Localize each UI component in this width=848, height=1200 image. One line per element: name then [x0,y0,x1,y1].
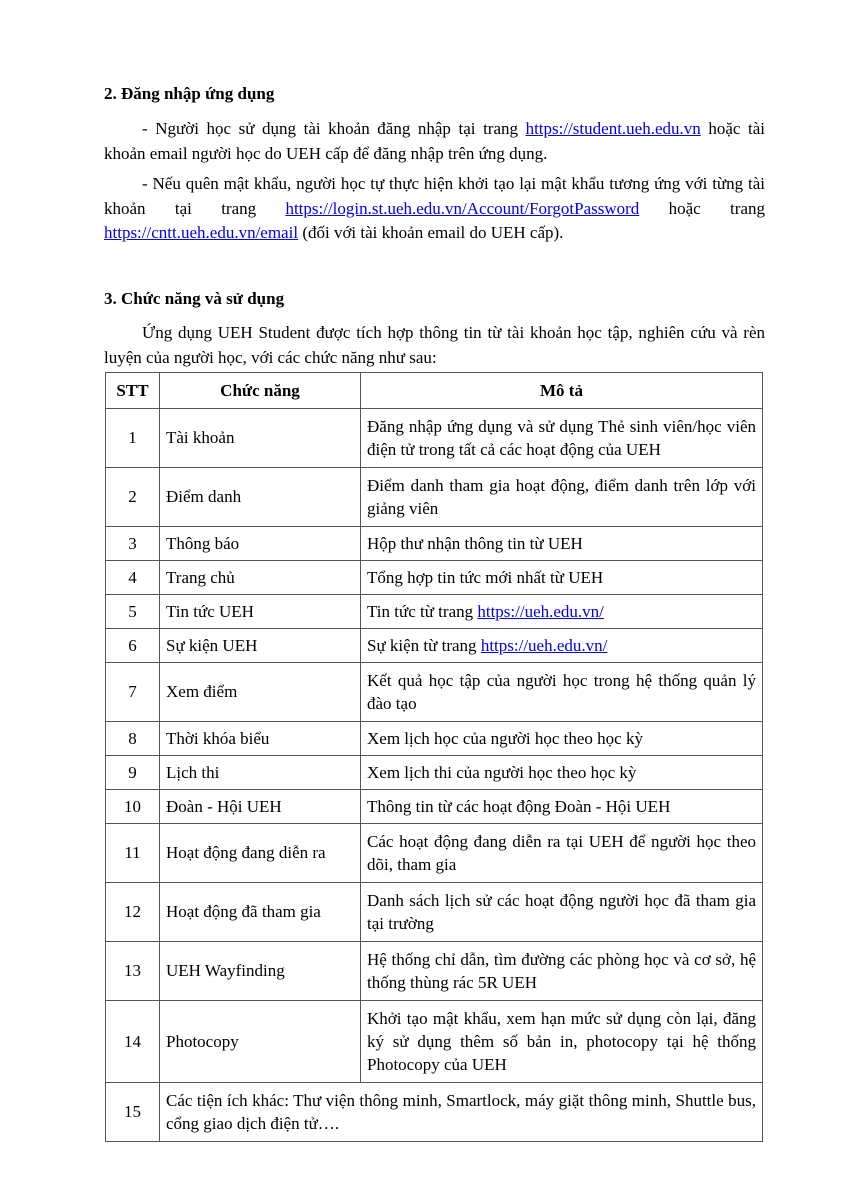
description-text: Kết quả học tập của người học trong hệ thống quản lý đào tạo [367,670,756,713]
row-function: Thông báo [160,527,361,561]
table-body [106,409,763,1142]
functions-table [105,372,763,1142]
description-text: Hộp thư nhận thông tin từ UEH [367,533,583,553]
table-row [106,790,763,824]
ueh-website-link[interactable]: https://ueh.edu.vn/ [477,601,604,621]
row-number: 3 [106,527,160,561]
paragraph-text: hoặc tài khoản email người học do UEH cấp để đăng nhập trên ứng dụng. [104,119,765,163]
description-text: Điểm danh tham gia hoạt động, điểm danh trên lớp với giảng viên [367,475,756,518]
row-description [361,722,763,756]
header-function: Chức năng [160,373,361,409]
table-row [106,756,763,790]
row-function: Lịch thi [160,756,361,790]
description-text: Danh sách lịch sử các hoạt động người học đã tham gia tại trường [367,890,756,933]
row-function: Điểm danh [160,468,361,527]
row-number: 4 [106,561,160,595]
ueh-website-link[interactable]: https://ueh.edu.vn/ [480,635,608,655]
row-description [361,663,763,722]
table-row [106,409,763,468]
row-function: Hoạt động đã tham gia [160,883,361,942]
row-number: 5 [106,595,160,629]
row-number: 9 [106,756,160,790]
table-row [106,722,763,756]
section-3-title: 3. Chức năng và sử dụng [104,289,285,308]
section-2-paragraph-1 [104,117,765,166]
row-number: 12 [106,883,160,942]
row-description [361,756,763,790]
row-number: 10 [106,790,160,824]
row-number: 6 [106,629,160,663]
row-number: 14 [106,1001,160,1083]
paragraph-text: Ứng dụng UEH Student được tích hợp thông tin từ tài khoản học tập, nghiên cứu và rèn luyện của người học, với các chức năng như sau: [104,323,765,367]
row-function: Xem điểm [160,663,361,722]
forgot-password-link[interactable]: https://login.st.ueh.edu.vn/Account/ForgotPassword [285,198,640,218]
section-2-paragraph-2 [104,172,765,246]
table-row [106,595,763,629]
row-number: 1 [106,409,160,468]
table-header-row [106,373,763,409]
paragraph-text: - Người học sử dụng tài khoản đăng nhập tại trang [142,119,526,138]
table-row [106,1001,763,1083]
row-number: 7 [106,663,160,722]
section-2-title: 2. Đăng nhập ứng dụng [104,84,275,103]
description-text: Các hoạt động đang diễn ra tại UEH để người học theo dõi, tham gia [367,831,756,874]
row-description [361,468,763,527]
header-description: Mô tả [361,373,763,409]
table-row [106,629,763,663]
description-text: Xem lịch học của người học theo học kỳ [367,728,643,748]
row-description [361,883,763,942]
row-function: Sự kiện UEH [160,629,361,663]
row-description [361,1001,763,1083]
table-row [106,561,763,595]
table-row [106,663,763,722]
description-text: Thông tin từ các hoạt động Đoàn - Hội UEH [367,796,671,816]
row-function: Tin tức UEH [160,595,361,629]
row-function: UEH Wayfinding [160,942,361,1001]
row-description [361,824,763,883]
table-row [106,527,763,561]
table-row [106,468,763,527]
row-number: 15 [106,1083,160,1142]
row-description [361,942,763,1001]
paragraph-text: (đối với tài khoản email do UEH cấp). [298,223,564,242]
row-number: 2 [106,468,160,527]
section-3-intro [104,321,765,370]
row-number: 8 [106,722,160,756]
description-text: Tổng hợp tin tức mới nhất từ UEH [367,567,604,587]
row-description [361,409,763,468]
email-link[interactable]: https://cntt.ueh.edu.vn/email [104,223,299,242]
description-text: Đăng nhập ứng dụng và sử dụng Thẻ sinh viên/học viên điện tử trong tất cả các hoạt động của UEH [367,416,756,459]
row-function: Trang chủ [160,561,361,595]
table-row [106,942,763,1001]
paragraph-text: hoặc trang [639,198,765,218]
row-description [361,629,763,663]
row-function: Hoạt động đang diễn ra [160,824,361,883]
description-text: Xem lịch thi của người học theo học kỳ [367,762,637,782]
paragraph-text: - Nếu quên mật khẩu, người học tự thực hiện khởi tạo lại mật khẩu tương ứng với từng tài khoản tại trang [104,174,765,218]
table-row [106,1083,763,1142]
row-description [361,527,763,561]
description-text: Khởi tạo mật khẩu, xem hạn mức sử dụng còn lại, đăng ký sử dụng thêm số bản in, photocopy tại hệ thống Photocopy của UEH [367,1008,756,1074]
row-number: 13 [106,942,160,1001]
row-other-utilities: Các tiện ích khác: Thư viện thông minh, Smartlock, máy giặt thông minh, Shuttle bus, cổng giao dịch điện tử…. [160,1083,763,1142]
row-function: Đoàn - Hội UEH [160,790,361,824]
header-stt: STT [106,373,160,409]
row-description [361,790,763,824]
row-function: Photocopy [160,1001,361,1083]
row-function: Tài khoản [160,409,361,468]
row-function: Thời khóa biểu [160,722,361,756]
description-text: Sự kiện từ trang [367,635,481,655]
description-text: Hệ thống chỉ dẫn, tìm đường các phòng học và cơ sở, hệ thống thùng rác 5R UEH [367,949,756,992]
table-row [106,883,763,942]
row-description [361,561,763,595]
row-description [361,595,763,629]
row-number: 11 [106,824,160,883]
table-row [106,824,763,883]
student-portal-link[interactable]: https://student.ueh.edu.vn [525,119,701,138]
description-text: Tin tức từ trang [367,601,478,621]
